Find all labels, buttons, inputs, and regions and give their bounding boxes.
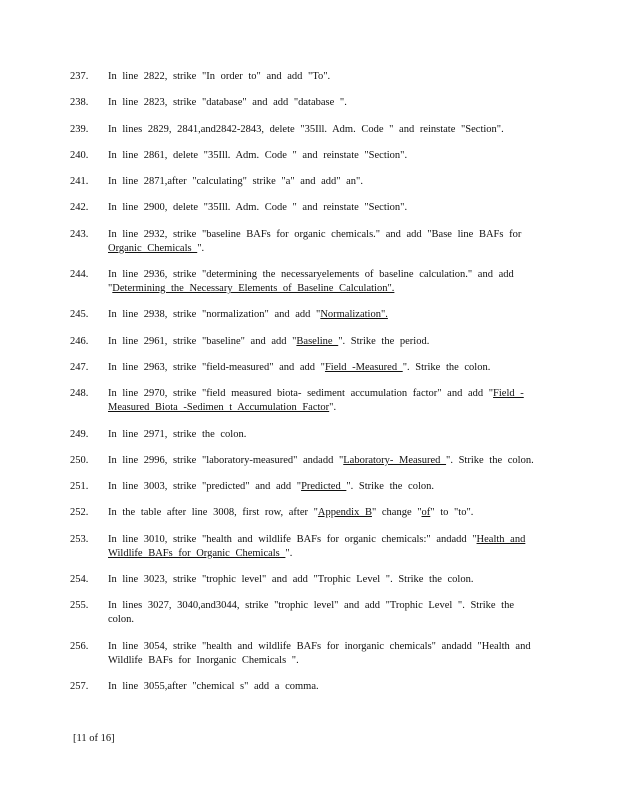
underlined-text: Appendix B bbox=[317, 507, 372, 519]
text-run: In line 2823, strike "database" and add "database ". bbox=[108, 97, 347, 109]
amendment-item bbox=[70, 335, 540, 349]
text-run: ". Strike the period. bbox=[338, 335, 430, 347]
amendment-item bbox=[70, 480, 540, 494]
item-text bbox=[108, 680, 540, 694]
text-run: ". bbox=[329, 402, 337, 414]
text-run: In line 2861, delete "35Ill. Adm. Code " and reinstate "Section". bbox=[108, 149, 408, 161]
text-run: " to "to". bbox=[430, 507, 474, 519]
amendment-item bbox=[70, 387, 540, 415]
item-number: 244. bbox=[70, 269, 89, 281]
amendment-item bbox=[70, 533, 540, 561]
text-run: In line 2963, strike "field-measured" and add " bbox=[108, 361, 325, 373]
text-run: In line 3023, strike "trophic level" and add "Trophic Level ". Strike the colon. bbox=[108, 574, 474, 586]
text-run: ". Strike the colon. bbox=[446, 454, 534, 466]
text-run: In line 2971, strike the colon. bbox=[108, 428, 247, 440]
text-run: In line 2900, delete "35Ill. Adm. Code " and reinstate "Section". bbox=[108, 202, 408, 214]
amendment-item bbox=[70, 454, 540, 468]
underlined-text: Organic Chemicals bbox=[108, 242, 198, 254]
amendment-item bbox=[70, 149, 540, 163]
amendment-item bbox=[70, 680, 540, 694]
item-number: 247. bbox=[70, 361, 89, 373]
text-run: ". bbox=[197, 242, 205, 254]
item-text bbox=[108, 201, 540, 215]
text-run: In line 2970, strike "field measured biota- sediment accumulation factor" and add " bbox=[108, 388, 494, 400]
item-number: 241. bbox=[70, 176, 89, 188]
text-run: In line 2996, strike "laboratory-measured" andadd " bbox=[108, 454, 344, 466]
item-text bbox=[108, 573, 540, 587]
text-run: In line 2822, strike "In order to" and add "To". bbox=[108, 71, 331, 82]
amendment-item bbox=[70, 599, 540, 627]
amendment-item bbox=[70, 123, 540, 137]
item-number: 243. bbox=[70, 228, 89, 240]
text-run: In line 2938, strike "normalization" and add " bbox=[108, 309, 321, 321]
text-run: In lines 2829, 2841,and2842-2843, delete "35Ill. Adm. Code " and reinstate "Section". bbox=[108, 123, 504, 135]
text-run: In line 2961, strike "baseline" and add " bbox=[108, 335, 297, 347]
underlined-text: Determining the Necessary Elements of Baseline Calculation". bbox=[112, 283, 395, 295]
amendment-item bbox=[70, 70, 540, 84]
amendment-item bbox=[70, 640, 540, 668]
item-number: 256. bbox=[70, 640, 89, 652]
item-number: 257. bbox=[70, 680, 89, 692]
amendment-item bbox=[70, 573, 540, 587]
item-number: 248. bbox=[70, 388, 89, 400]
item-number: 255. bbox=[70, 600, 89, 612]
amendment-item bbox=[70, 175, 540, 189]
text-run: In line 3010, strike "health and wildlife BAFs for organic chemicals:" andadd " bbox=[108, 533, 477, 545]
item-text bbox=[108, 123, 540, 137]
item-number: 253. bbox=[70, 533, 89, 545]
item-number: 246. bbox=[70, 335, 89, 347]
text-run: ". Strike the colon. bbox=[346, 481, 434, 493]
text-run: In line 2871,after "calculating" strike "a" and add" an". bbox=[108, 176, 363, 188]
underlined-text: Predicted bbox=[301, 481, 347, 493]
item-number: 251. bbox=[70, 481, 89, 493]
item-text bbox=[108, 428, 540, 442]
text-run: In line 3054, strike "health and wildlife BAFs for inorganic chemicals" andadd "Health and Wildlife BAFs for Inorganic Chemicals ". bbox=[108, 640, 531, 666]
item-number: 237. bbox=[70, 71, 89, 82]
item-text bbox=[108, 228, 540, 256]
amendment-list bbox=[70, 70, 540, 706]
text-run: In the table after line 3008, first row, after " bbox=[108, 507, 318, 519]
item-number: 240. bbox=[70, 149, 89, 161]
item-number: 250. bbox=[70, 454, 89, 466]
item-text bbox=[108, 175, 540, 189]
item-text bbox=[108, 268, 540, 296]
item-number: 242. bbox=[70, 202, 89, 214]
item-text bbox=[108, 96, 540, 110]
text-run: In line 2932, strike "baseline BAFs for organic chemicals." and add "Base line BAFs for bbox=[108, 228, 522, 240]
item-text bbox=[108, 506, 540, 520]
underlined-text: of bbox=[421, 507, 431, 519]
amendment-item bbox=[70, 428, 540, 442]
text-run: In line 2936, strike "determining the necessaryelements of baseline calculation." and add " bbox=[108, 269, 514, 295]
page-number: [11 of 16] bbox=[73, 733, 115, 744]
amendment-item bbox=[70, 308, 540, 322]
item-text bbox=[108, 640, 540, 668]
amendment-item bbox=[70, 228, 540, 256]
item-text bbox=[108, 308, 540, 322]
item-text bbox=[108, 70, 540, 84]
item-text bbox=[108, 149, 540, 163]
amendment-item bbox=[70, 201, 540, 215]
underlined-text: Normalization". bbox=[320, 309, 388, 321]
text-run: " change " bbox=[371, 507, 422, 519]
item-number: 245. bbox=[70, 309, 89, 321]
underlined-text: Field -Measured bbox=[324, 361, 403, 373]
item-text bbox=[108, 599, 540, 627]
item-text bbox=[108, 454, 540, 468]
item-text bbox=[108, 335, 540, 349]
underlined-text: Laboratory- Measured bbox=[343, 454, 447, 466]
text-run: In line 3055,after "chemical s" add a comma. bbox=[108, 680, 319, 692]
amendment-item bbox=[70, 506, 540, 520]
item-number: 238. bbox=[70, 97, 89, 109]
item-number: 252. bbox=[70, 507, 89, 519]
item-text bbox=[108, 361, 540, 375]
text-run: In lines 3027, 3040,and3044, strike "trophic level" and add "Trophic Level ". Strike the colon. bbox=[108, 600, 514, 626]
item-text bbox=[108, 533, 540, 561]
item-number: 249. bbox=[70, 428, 89, 440]
text-run: ". bbox=[285, 547, 293, 559]
item-number: 239. bbox=[70, 123, 89, 135]
item-text bbox=[108, 480, 540, 494]
amendment-item bbox=[70, 361, 540, 375]
item-number: 254. bbox=[70, 574, 89, 586]
item-text bbox=[108, 387, 540, 415]
text-run: ". Strike the colon. bbox=[402, 361, 491, 373]
underlined-text: Field - Measured Biota -Sedimen t Accumulation Factor bbox=[108, 388, 524, 414]
amendment-item bbox=[70, 96, 540, 110]
amendment-item bbox=[70, 268, 540, 296]
text-run: In line 3003, strike "predicted" and add " bbox=[108, 481, 302, 493]
underlined-text: Health and Wildlife BAFs for Organic Chemicals bbox=[108, 533, 526, 559]
underlined-text: Baseline bbox=[296, 335, 339, 347]
